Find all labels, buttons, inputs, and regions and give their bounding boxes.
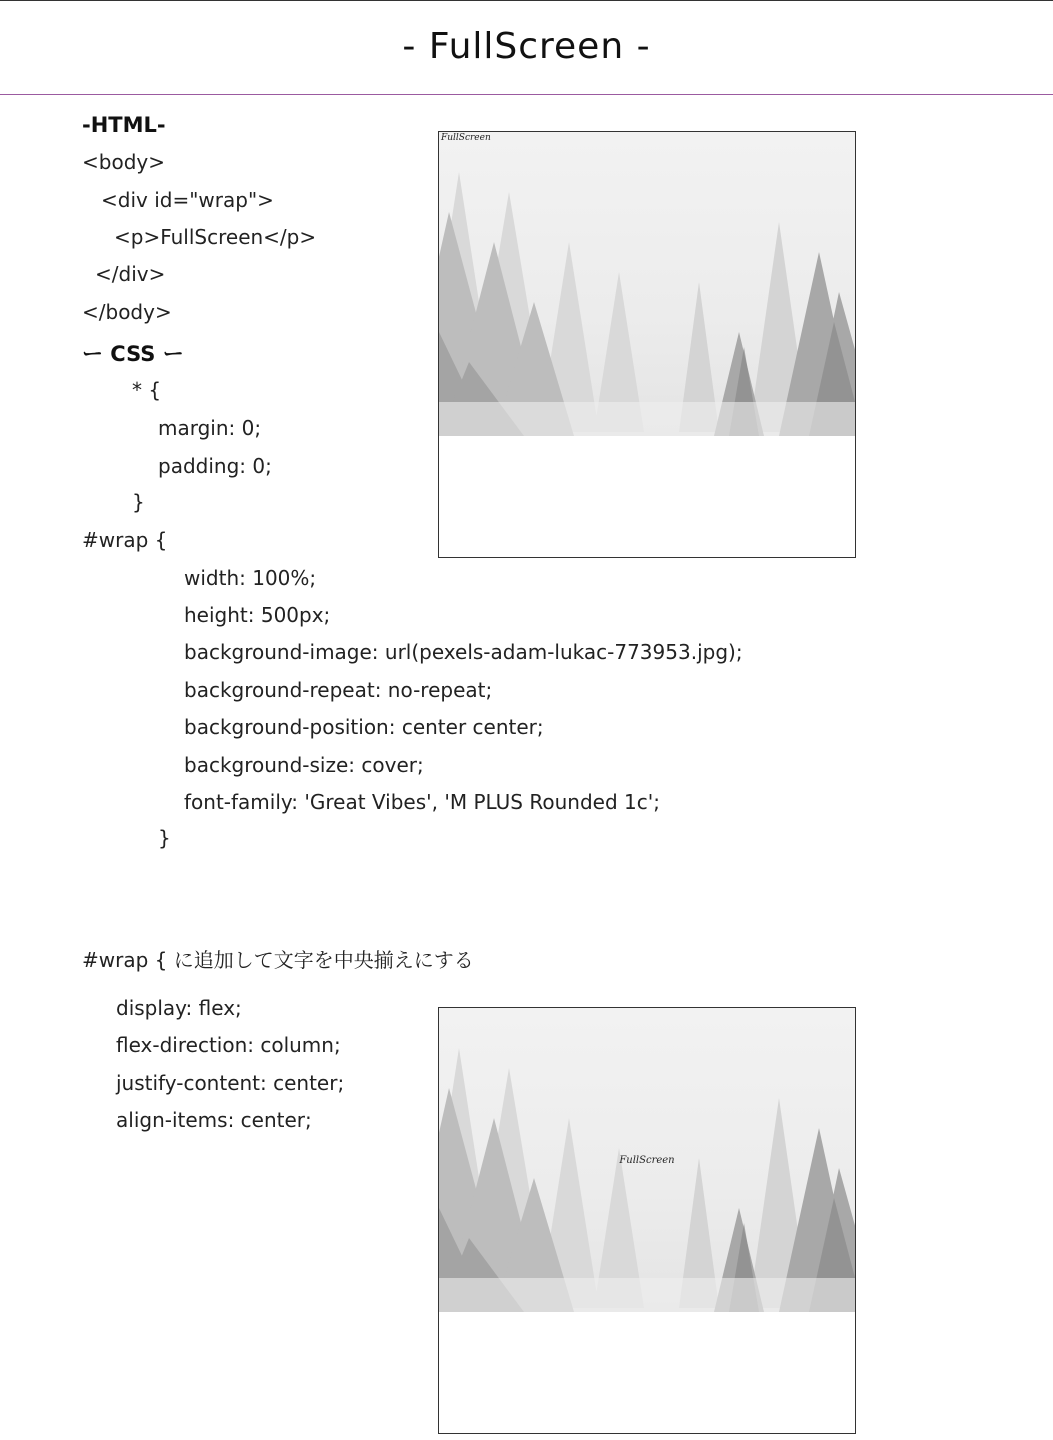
code-line: display: flex;	[116, 996, 242, 1020]
code-line: flex-direction: column;	[116, 1033, 341, 1057]
code-line: </div>	[95, 262, 166, 286]
html-heading: -HTML-	[82, 113, 166, 137]
code-line: background-image: url(pexels-adam-lukac-773953.jpg);	[184, 640, 743, 664]
code-line: #wrap {	[82, 528, 168, 552]
demo-label: FullScreen	[619, 1154, 675, 1166]
demo-preview-2	[438, 1007, 856, 1434]
code-line: font-family: 'Great Vibes', 'M PLUS Rounded 1c';	[184, 790, 660, 814]
css-heading: ー CSS ー	[82, 342, 184, 366]
code-line: background-repeat: no-repeat;	[184, 678, 493, 702]
demo-label: FullScreen	[441, 133, 491, 143]
demo-preview-1	[438, 131, 856, 558]
code-line: <div id="wrap">	[101, 188, 274, 212]
code-line: justify-content: center;	[116, 1071, 345, 1095]
code-line: background-size: cover;	[184, 753, 424, 777]
code-line: }	[132, 490, 145, 514]
code-line: </body>	[82, 300, 172, 324]
code-line: }	[158, 826, 171, 850]
code-line: height: 500px;	[184, 603, 331, 627]
code-line: width: 100%;	[184, 566, 317, 590]
code-line: margin: 0;	[158, 416, 262, 440]
snowy-forest-image	[439, 132, 855, 436]
page-header	[0, 1, 1053, 95]
code-line: padding: 0;	[158, 454, 272, 478]
code-line: <p>FullScreen</p>	[114, 225, 317, 249]
code-line: align-items: center;	[116, 1108, 312, 1132]
page-title: - FullScreen -	[402, 25, 651, 67]
demo-label-wrap	[439, 1008, 855, 1312]
code-line: background-position: center center;	[184, 715, 544, 739]
snowy-forest-image	[439, 1008, 855, 1312]
code-line: * {	[132, 378, 162, 402]
flex-heading: #wrap { に追加して文字を中央揃えにする	[82, 948, 474, 972]
code-line: <body>	[82, 150, 165, 174]
